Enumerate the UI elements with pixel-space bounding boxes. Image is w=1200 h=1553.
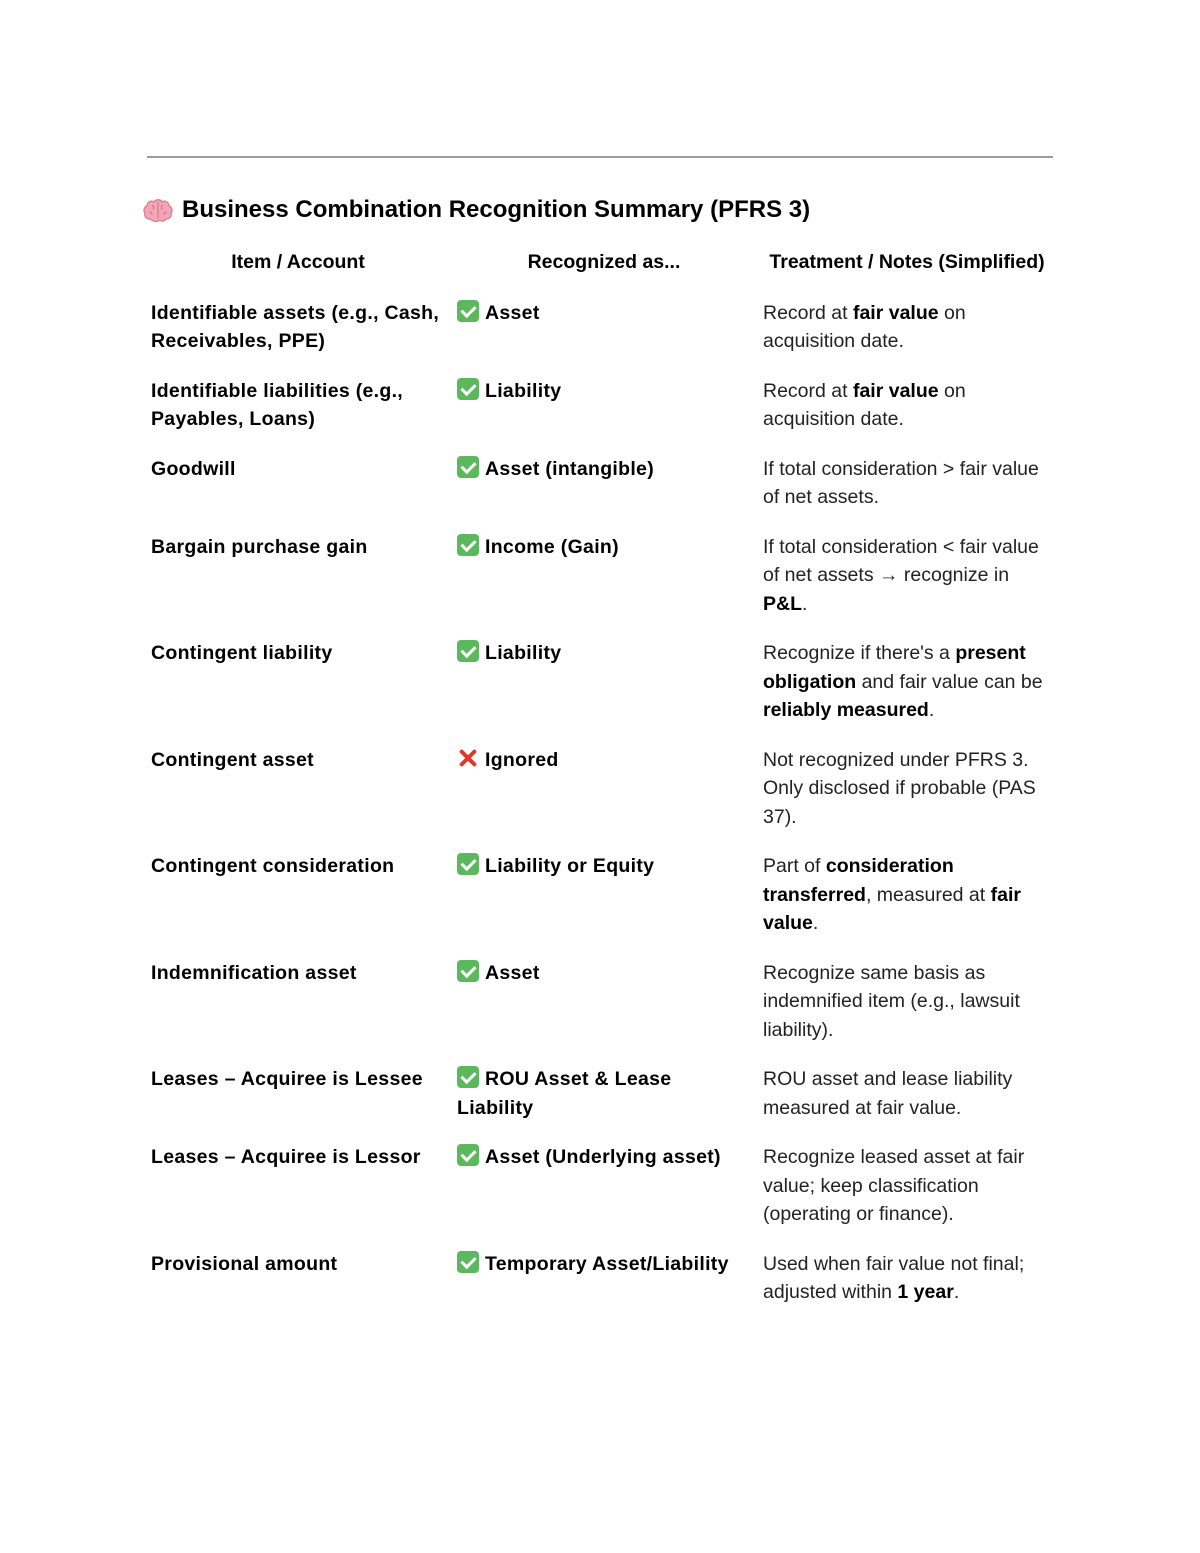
table-row: [145, 454, 1057, 532]
check-mark-icon: [457, 300, 479, 322]
item-account-cell: Provisional amount: [151, 1252, 338, 1275]
table-row: [145, 1064, 1057, 1142]
check-mark-icon: [457, 1251, 479, 1273]
table-row: [145, 532, 1057, 639]
recognized-as-cell: [451, 532, 757, 639]
item-account-cell: Goodwill: [151, 457, 236, 480]
header-treatment-notes: Treatment / Notes (Simplified): [769, 251, 1045, 273]
recognized-as-text: Asset: [485, 301, 540, 324]
treatment-notes-cell: [757, 376, 1057, 454]
notes-emphasis: fair value: [852, 301, 939, 324]
recognized-as-cell: [451, 1064, 757, 1142]
recognized-as-cell: [451, 376, 757, 454]
recognized-as-text: Income (Gain): [485, 535, 619, 558]
page-title-text: Business Combination Recognition Summary (PFRS 3): [182, 196, 811, 223]
treatment-notes-cell: [757, 958, 1057, 1065]
notes-text: Recognize leased asset at fair value; keep classification (operating or finance).: [763, 1146, 1025, 1225]
item-account-cell: Identifiable liabilities (e.g., Payables, Loans): [151, 379, 404, 430]
table-row: [145, 1249, 1057, 1327]
recognition-summary-table: [145, 246, 1057, 1327]
recognized-as-text: Liability or Equity: [485, 855, 655, 877]
notes-text: Used when fair value not final; adjusted within: [763, 1252, 1025, 1303]
check-mark-icon: [457, 1066, 479, 1088]
notes-text: ROU asset and lease liability measured at fair value.: [763, 1068, 1013, 1119]
notes-text: If total consideration > fair value of net assets.: [763, 457, 1039, 508]
notes-text: Record at: [763, 301, 853, 324]
item-account-cell: Bargain purchase gain: [151, 535, 368, 558]
recognized-as-cell: [451, 1142, 757, 1249]
notes-text: .: [953, 1281, 960, 1303]
recognized-as-cell: [451, 1249, 757, 1327]
table-row: [145, 638, 1057, 745]
notes-text: If total consideration < fair value of net assets → recognize in: [763, 535, 1039, 586]
recognized-as-cell: [451, 638, 757, 745]
treatment-notes-cell: [757, 1142, 1057, 1249]
item-account-cell: Contingent consideration: [151, 855, 395, 877]
recognized-as-text: Ignored: [485, 748, 559, 771]
item-account-cell: Leases – Acquiree is Lessee: [151, 1068, 423, 1090]
recognized-as-text: Liability: [485, 379, 562, 402]
treatment-notes-cell: [757, 532, 1057, 639]
recognized-as-cell: [451, 958, 757, 1065]
treatment-notes-cell: [757, 745, 1057, 852]
table-row: [145, 958, 1057, 1065]
treatment-notes-cell: [757, 1064, 1057, 1142]
notes-emphasis: fair value: [852, 379, 939, 402]
item-account-cell: Contingent liability: [151, 642, 333, 664]
treatment-notes-cell: [757, 638, 1057, 745]
recognized-as-text: ROU Asset & Lease Liability: [457, 1068, 672, 1119]
notes-emphasis: reliably measured: [763, 699, 929, 721]
notes-emphasis: 1 year: [897, 1281, 954, 1303]
item-account-cell: Contingent asset: [151, 748, 314, 771]
check-mark-icon: [457, 534, 479, 556]
brain-icon: [142, 197, 174, 223]
treatment-notes-cell: [757, 1249, 1057, 1327]
recognized-as-text: Liability: [485, 642, 562, 664]
check-mark-icon: [457, 378, 479, 400]
notes-emphasis: consideration transferred: [763, 855, 954, 906]
notes-text: .: [928, 699, 935, 721]
notes-text: Not recognized under PFRS 3. Only disclosed if probable (PAS 37).: [763, 748, 1036, 828]
notes-text: on acquisition date.: [763, 379, 966, 430]
notes-text: Part of: [763, 855, 826, 877]
check-mark-icon: [457, 456, 479, 478]
treatment-notes-cell: [757, 851, 1057, 958]
horizontal-rule: [147, 156, 1053, 158]
notes-text: on acquisition date.: [763, 301, 966, 352]
recognized-as-text: Asset (intangible): [485, 457, 654, 480]
notes-text: Recognize if there's a: [763, 642, 956, 664]
item-account-cell: Leases – Acquiree is Lessor: [151, 1146, 421, 1168]
table-row: [145, 1142, 1057, 1249]
check-mark-icon: [457, 1144, 479, 1166]
table-row: [145, 376, 1057, 454]
recognized-as-cell: [451, 454, 757, 532]
cross-mark-icon: [457, 747, 479, 769]
header-item-account: Item / Account: [231, 251, 365, 273]
notes-emphasis: present obligation: [763, 642, 1026, 693]
table-row: [145, 298, 1057, 376]
notes-text: , measured at: [865, 883, 991, 906]
recognized-as-cell: [451, 298, 757, 376]
notes-text: .: [802, 592, 808, 615]
notes-emphasis: P&L: [763, 592, 802, 615]
notes-emphasis: fair value: [763, 883, 1021, 934]
notes-text: Recognize same basis as indemnified item (e.g., lawsuit liability).: [763, 961, 1020, 1041]
notes-text: Record at: [763, 379, 853, 402]
check-mark-icon: [457, 853, 479, 875]
recognized-as-cell: [451, 745, 757, 852]
item-account-cell: Indemnification asset: [151, 961, 357, 984]
table-header-row: [145, 246, 1057, 298]
item-account-cell: Identifiable assets (e.g., Cash, Receivables, PPE): [151, 301, 440, 352]
recognized-as-text: Asset: [485, 961, 540, 984]
page-title: [142, 196, 810, 224]
recognized-as-text: Temporary Asset/Liability: [485, 1252, 729, 1275]
recognized-as-text: Asset (Underlying asset): [485, 1146, 721, 1168]
check-mark-icon: [457, 640, 479, 662]
table-row: [145, 851, 1057, 958]
treatment-notes-cell: [757, 454, 1057, 532]
notes-text: .: [812, 912, 819, 934]
header-recognized-as: Recognized as...: [527, 251, 681, 273]
check-mark-icon: [457, 960, 479, 982]
notes-text: and fair value can be: [856, 670, 1043, 693]
table-row: [145, 745, 1057, 852]
treatment-notes-cell: [757, 298, 1057, 376]
recognized-as-cell: [451, 851, 757, 958]
